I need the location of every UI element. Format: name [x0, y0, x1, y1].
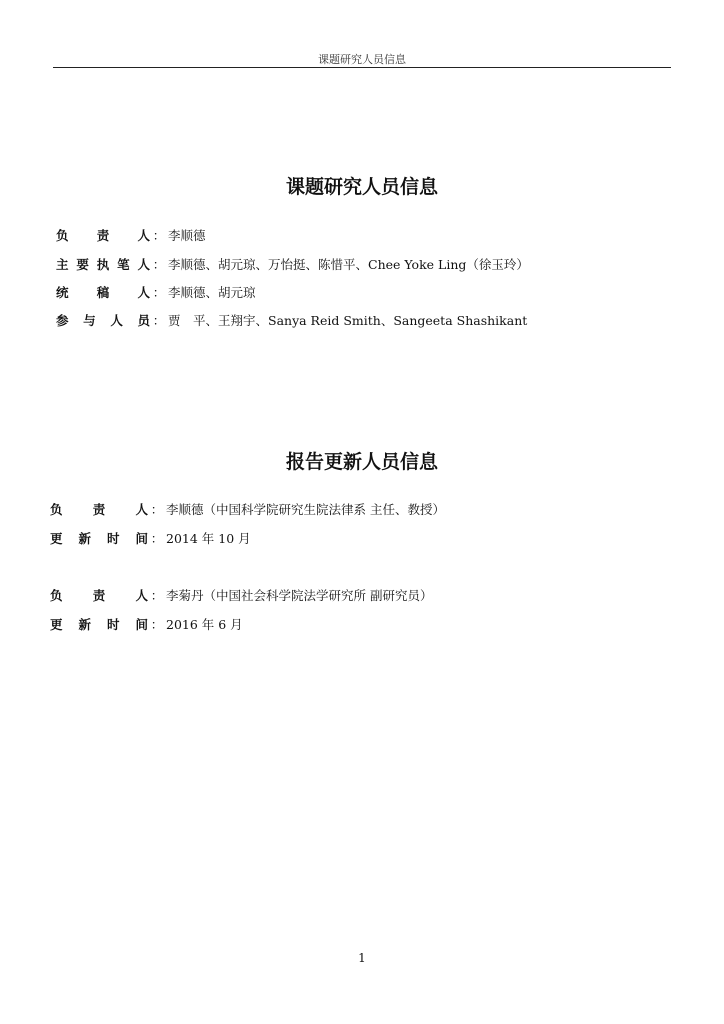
row-label: 负 责 人: [50, 588, 148, 603]
row-colon: ：: [150, 588, 164, 603]
row-label: 更新时间: [50, 617, 148, 632]
info-row: [50, 531, 251, 547]
running-header: 课题研究人员信息: [318, 53, 406, 66]
row-colon: ：: [152, 285, 166, 300]
page-number: 1: [358, 951, 366, 965]
info-row: [50, 502, 445, 518]
row-value: 李顺德: [168, 228, 206, 243]
row-value: 贾 平、王翔宇、Sanya Reid Smith、Sangeeta Shashikant: [168, 313, 528, 328]
row-colon: ：: [152, 228, 166, 243]
info-row: [50, 617, 243, 633]
row-label: 更新时间: [50, 531, 148, 546]
info-row: [56, 285, 256, 301]
row-label: 统 稿 人: [56, 285, 150, 300]
row-value: 李顺德（中国科学院研究生院法律系 主任、教授）: [166, 502, 445, 517]
info-row: [50, 588, 432, 604]
row-value: 李顺德、胡元琼: [168, 285, 256, 300]
row-label: 主要执笔人: [56, 257, 150, 272]
row-colon: ：: [152, 257, 166, 272]
row-value: 李菊丹（中国社会科学院法学研究所 副研究员）: [166, 588, 433, 603]
row-colon: ：: [152, 313, 166, 328]
row-colon: ：: [150, 502, 164, 517]
row-colon: ：: [150, 617, 164, 632]
header-rule: [53, 67, 671, 68]
row-label: 负 责 人: [56, 228, 150, 243]
row-value: 李顺德、胡元琼、万怡挺、陈惜平、Chee Yoke Ling（徐玉玲）: [168, 257, 529, 272]
row-colon: ：: [150, 531, 164, 546]
row-value: 2014 年 10 月: [166, 531, 251, 546]
info-row: [56, 228, 206, 244]
section-title-update-staff: 报告更新人员信息: [285, 451, 438, 473]
info-row: [56, 313, 527, 329]
row-label: 负 责 人: [50, 502, 148, 517]
section-title-research-staff: 课题研究人员信息: [285, 176, 438, 198]
info-row: [56, 257, 529, 273]
row-value: 2016 年 6 月: [166, 617, 243, 632]
row-label: 参与人员: [56, 313, 150, 328]
